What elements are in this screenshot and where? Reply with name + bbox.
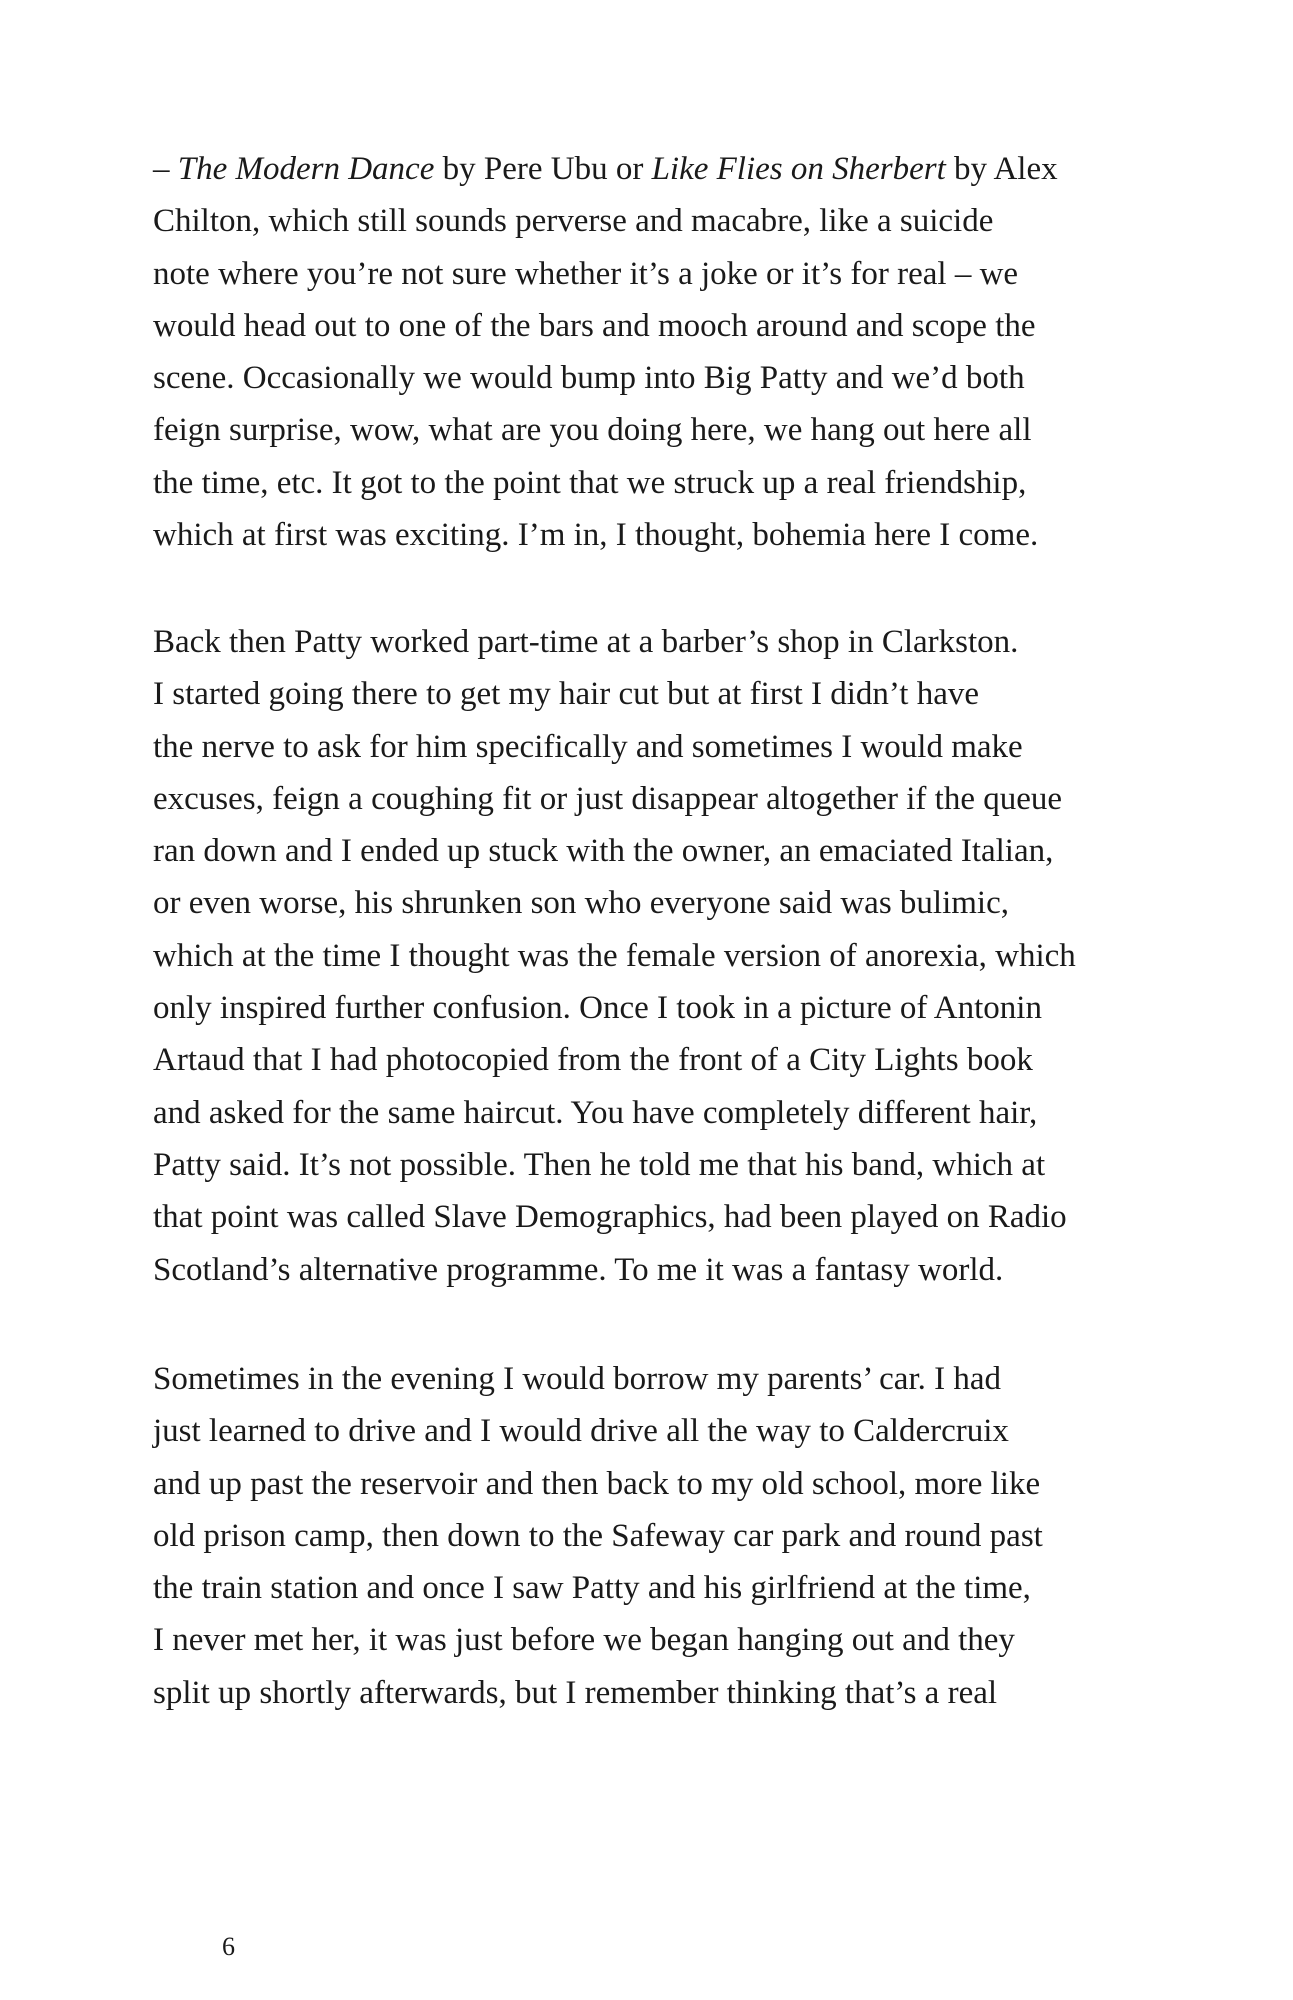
text-segment: scene. Occasionally we would bump into Big Patty and we’d both (153, 360, 1025, 397)
text-line (153, 1405, 1253, 1457)
text-line (153, 1087, 1253, 1139)
text-segment: by Alex (945, 151, 1058, 187)
text-line (153, 1191, 1253, 1243)
text-segment: only inspired further confusion. Once I took in a picture of Antonin (153, 990, 1042, 1027)
text-segment: by Pere Ubu or (434, 151, 652, 187)
text-segment: the nerve to ask for him specifically and sometimes I would make (153, 728, 1023, 765)
text-segment: just learned to drive and I would drive all the way to Caldercruix (153, 1413, 1009, 1450)
text-line (153, 248, 1253, 300)
text-segment: the train station and once I saw Patty and his girlfriend at the time, (153, 1570, 1031, 1607)
text-segment: and up past the reservoir and then back to my old school, more like (153, 1465, 1041, 1502)
text-segment: Chilton, which still sounds perverse and macabre, like a suicide (153, 203, 994, 240)
text-line (153, 300, 1253, 352)
text-line (153, 457, 1253, 509)
text-line (153, 825, 1253, 877)
text-segment: split up shortly afterwards, but I remember thinking that’s a real (153, 1674, 998, 1711)
text-line (153, 1614, 1253, 1666)
text-line (153, 1034, 1253, 1086)
text-segment: or even worse, his shrunken son who everyone said was bulimic, (153, 885, 1009, 922)
page-number: 6 (222, 1932, 235, 1961)
text-line (153, 352, 1253, 404)
text-line (153, 721, 1253, 773)
text-segment: feign surprise, wow, what are you doing here, we hang out here all (153, 412, 1032, 449)
text-line (153, 1510, 1253, 1562)
text-line (153, 195, 1253, 247)
text-line (153, 404, 1253, 456)
text-segment: which at first was exciting. I’m in, I thought, bohemia here I come. (153, 517, 1039, 554)
text-segment: Artaud that I had photocopied from the front of a City Lights book (153, 1042, 1033, 1079)
text-line (153, 1244, 1253, 1296)
text-segment: – (153, 151, 178, 187)
text-line (153, 1667, 1253, 1719)
italic-title: The Modern Dance (177, 151, 435, 187)
text-line (153, 616, 1253, 668)
text-segment: excuses, feign a coughing fit or just disappear altogether if the queue (153, 780, 1063, 817)
text-line (153, 668, 1253, 720)
text-segment: I started going there to get my hair cut but at first I didn’t have (153, 676, 979, 713)
text-line (153, 982, 1253, 1034)
text-segment: and asked for the same haircut. You have completely different hair, (153, 1094, 1038, 1131)
text-segment: would head out to one of the bars and mooch around and scope the (153, 307, 1036, 344)
paragraph-3 (153, 1353, 1253, 1719)
text-segment: Back then Patty worked part-time at a barber’s shop in Clarkston. (153, 624, 1019, 660)
paragraph-2 (153, 616, 1253, 1296)
text-segment: ran down and I ended up stuck with the owner, an emaciated Italian, (153, 833, 1054, 870)
text-segment: Scotland’s alternative programme. To me it was a fantasy world. (153, 1251, 1004, 1288)
text-segment: Sometimes in the evening I would borrow my parents’ car. I had (153, 1361, 1002, 1397)
text-segment: I never met her, it was just before we began hanging out and they (153, 1622, 1015, 1659)
text-segment: the time, etc. It got to the point that we struck up a real friendship, (153, 464, 1027, 501)
text-line (153, 509, 1253, 561)
text-line (153, 773, 1253, 825)
text-segment: which at the time I thought was the female version of anorexia, which (153, 937, 1076, 974)
text-segment: that point was called Slave Demographics, had been played on Radio (153, 1199, 1067, 1236)
text-segment: note where you’re not sure whether it’s a joke or it’s for real – we (153, 255, 1019, 292)
text-line (153, 1458, 1253, 1510)
text-line (153, 930, 1253, 982)
text-line (153, 877, 1253, 929)
text-segment: old prison camp, then down to the Safeway car park and round past (153, 1517, 1043, 1554)
text-segment: Patty said. It’s not possible. Then he told me that his band, which at (153, 1146, 1046, 1183)
text-line (153, 1139, 1253, 1191)
paragraph-1 (153, 143, 1253, 561)
text-line (153, 1353, 1253, 1405)
text-line (153, 143, 1253, 195)
italic-title: Like Flies on Sherbert (651, 151, 946, 187)
text-line (153, 1562, 1253, 1614)
